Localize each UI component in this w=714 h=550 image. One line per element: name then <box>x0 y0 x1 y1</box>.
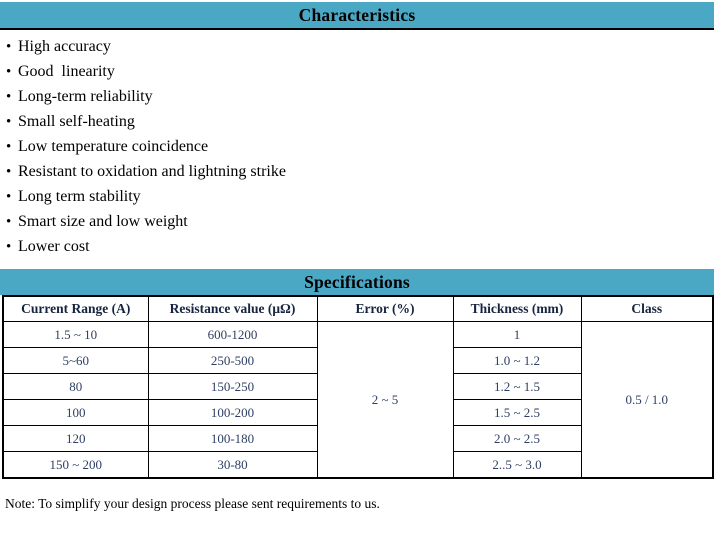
characteristic-item-label: Lower cost <box>18 238 90 255</box>
bullet-icon: • <box>6 164 12 180</box>
cell-current-range: 80 <box>3 374 148 400</box>
characteristics-header: Characteristics <box>0 2 714 30</box>
characteristic-item-label: Resistant to oxidation and lightning strike <box>18 163 286 180</box>
characteristic-item-label: High accuracy <box>18 38 111 55</box>
cell-class-merged: 0.5 / 1.0 <box>581 322 713 479</box>
cell-resistance-value: 600-1200 <box>148 322 317 348</box>
characteristic-item <box>6 109 714 134</box>
characteristic-item <box>6 234 714 259</box>
cell-resistance-value: 100-180 <box>148 426 317 452</box>
specifications-table <box>2 295 714 479</box>
bullet-icon: • <box>6 89 12 105</box>
cell-current-range: 1.5 ~ 10 <box>3 322 148 348</box>
cell-resistance-value: 100-200 <box>148 400 317 426</box>
column-header-thickness: Thickness (mm) <box>453 296 581 322</box>
cell-error-merged: 2 ~ 5 <box>317 322 453 479</box>
characteristic-item <box>6 59 714 84</box>
bullet-icon: • <box>6 189 12 205</box>
characteristic-item-label: Low temperature coincidence <box>18 138 209 155</box>
cell-thickness: 1.2 ~ 1.5 <box>453 374 581 400</box>
table-header-row <box>3 296 713 322</box>
cell-thickness: 1.5 ~ 2.5 <box>453 400 581 426</box>
bullet-icon: • <box>6 39 12 55</box>
column-header-error: Error (%) <box>317 296 453 322</box>
characteristic-item <box>6 34 714 59</box>
characteristic-item-label: Long term stability <box>18 188 141 205</box>
table-row <box>3 322 713 348</box>
characteristic-item-label: Good linearity <box>18 63 115 80</box>
characteristic-item <box>6 84 714 109</box>
column-header-resistance-value: Resistance value (μΩ) <box>148 296 317 322</box>
cell-thickness: 2.0 ~ 2.5 <box>453 426 581 452</box>
cell-thickness: 1 <box>453 322 581 348</box>
characteristic-item-label: Long-term reliability <box>18 88 153 105</box>
cell-current-range: 120 <box>3 426 148 452</box>
bullet-icon: • <box>6 114 12 130</box>
cell-current-range: 5~60 <box>3 348 148 374</box>
bullet-icon: • <box>6 139 12 155</box>
characteristics-list <box>0 34 714 259</box>
cell-resistance-value: 150-250 <box>148 374 317 400</box>
bullet-icon: • <box>6 214 12 230</box>
characteristic-item <box>6 184 714 209</box>
characteristic-item <box>6 159 714 184</box>
specifications-header: Specifications <box>0 269 714 295</box>
column-header-current-range: Current Range (A) <box>3 296 148 322</box>
cell-current-range: 150 ~ 200 <box>3 452 148 479</box>
cell-thickness: 2..5 ~ 3.0 <box>453 452 581 479</box>
bullet-icon: • <box>6 64 12 80</box>
note-text: Note: To simplify your design process please sent requirements to us. <box>5 496 380 511</box>
cell-resistance-value: 30-80 <box>148 452 317 479</box>
characteristic-item <box>6 134 714 159</box>
column-header-class: Class <box>581 296 713 322</box>
cell-thickness: 1.0 ~ 1.2 <box>453 348 581 374</box>
cell-current-range: 100 <box>3 400 148 426</box>
characteristic-item-label: Smart size and low weight <box>18 213 188 230</box>
characteristic-item <box>6 209 714 234</box>
bullet-icon: • <box>6 239 12 255</box>
cell-resistance-value: 250-500 <box>148 348 317 374</box>
characteristic-item-label: Small self-heating <box>18 113 135 130</box>
